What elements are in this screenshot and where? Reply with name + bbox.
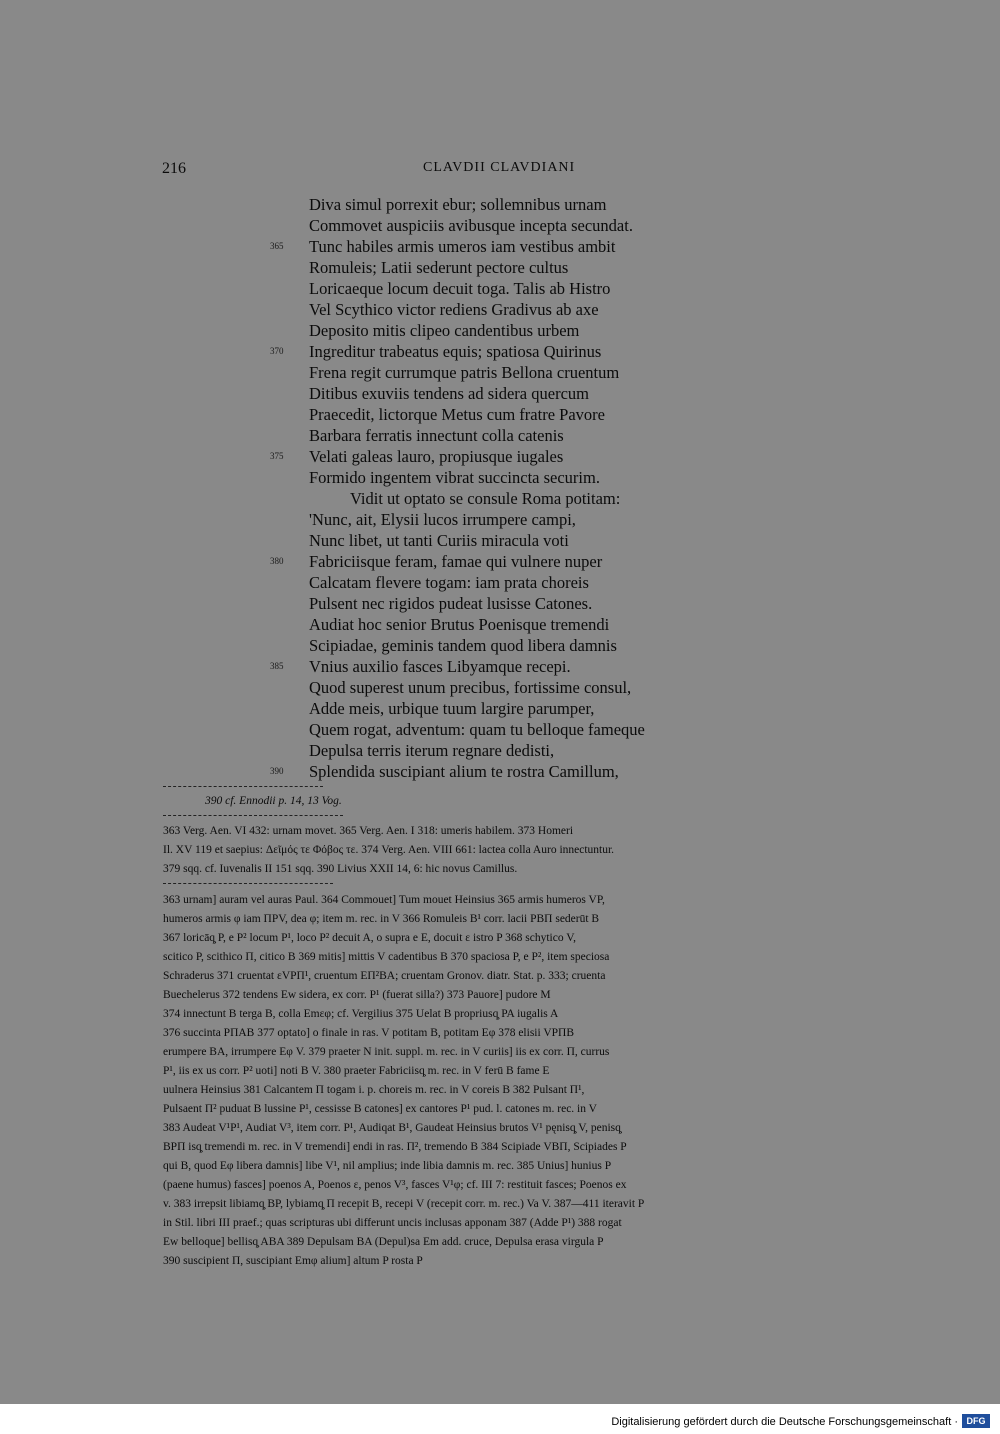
apparatus-line: in Stil. libri III praef.; quas scripturas ubi differunt uncis inclusas apponam 387 (Adde P¹) 388 rogat (163, 1217, 622, 1229)
testimonia-line: Il. XV 119 et saepius: Δεῖμός τε Φόβος τε. 374 Verg. Aen. VIII 661: lactea colla Auro innectuntur. (163, 844, 615, 856)
verse-text: Loricaeque locum decuit toga. Talis ab Histro (309, 279, 611, 298)
verse-text: Velati galeas lauro, propiusque iugales (309, 447, 564, 466)
apparatus-line: Pulsaent Π² puduat B lussine P¹, cessisse B catones] ex cantores P¹ pud. l. catones m. rec. in V (163, 1103, 597, 1115)
apparatus-line: scitico P, scithico Π, citico B 369 mitis] mittis V cadentibus B 370 spaciosa P, e P², item speciosa (163, 951, 610, 963)
verse-line (270, 635, 870, 656)
verse-text: Adde meis, urbique tuum largire parumper, (309, 699, 595, 718)
apparatus-line: qui B, quod Eφ libera damnis] libe V¹, nil amplius; inde libia damnis m. rec. 385 Unius] hunius P (163, 1160, 612, 1172)
verse-line (270, 341, 870, 362)
verse-text: Commovet auspiciis avibusque incepta secundat. (309, 216, 633, 235)
poem-text (270, 194, 870, 782)
verse-line (270, 278, 870, 299)
verse-line (270, 740, 870, 761)
footer-credit: Digitalisierung gefördert durch die Deutsche Forschungsgemeinschaft · (611, 1416, 958, 1428)
verse-text: Frena regit currumque patris Bellona cruentum (309, 363, 620, 382)
note-390: 390 cf. Ennodii p. 14, 13 Vog. (205, 795, 342, 807)
apparatus-line: Ew belloque] bellisq̧ ABA 389 Depulsam BA (Depul)sa Em add. cruce, Depulsa erasa virgula P (163, 1236, 604, 1248)
verse-text: Ingreditur trabeatus equis; spatiosa Quirinus (309, 342, 602, 361)
verse-line (270, 299, 870, 320)
apparatus-line: Schraderus 371 cruentat εVPΠ¹, cruentum EΠ²BA; cruentam Gronov. diatr. Stat. p. 333; cruenta (163, 970, 606, 982)
verse-line (270, 257, 870, 278)
verse-line (270, 467, 870, 488)
apparatus-line: 363 urnam] auram vel auras Paul. 364 Commouet] Tum mouet Heinsius 365 armis humeros VP, (163, 894, 605, 906)
testimonia-apparatus (163, 822, 837, 879)
verse-text: Depulsa terris iterum regnare dedisti, (309, 741, 555, 760)
verse-text: Fabriciisque feram, famae qui vulnere nuper (309, 552, 603, 571)
page-number: 216 (162, 160, 186, 177)
verse-text: Pulsent nec rigidos pudeat lusisse Catones. (309, 594, 593, 613)
apparatus-line: P¹, iis ex us corr. P² uoti] noti B V. 380 praeter Fabriciisq̧ m. rec. in V ferū B fame E (163, 1065, 550, 1077)
verse-line (270, 488, 870, 509)
apparatus-line: uulnera Heinsius 381 Calcantem Π togam i. p. choreis m. rec. in V coreis B 382 Pulsant Π¹, (163, 1084, 585, 1096)
testimonia-line: 363 Verg. Aen. VI 432: urnam movet. 365 Verg. Aen. I 318: umeris habilem. 373 Homeri (163, 825, 574, 837)
dfg-logo: DFG (962, 1414, 990, 1428)
verse-line (270, 677, 870, 698)
verse-line (270, 572, 870, 593)
apparatus-line: 374 innectunt B terga B, colla Emεφ; cf. Vergilius 375 Uelat B propriusq̧ PA iugalis A (163, 1008, 559, 1020)
verse-line (270, 215, 870, 236)
line-number: 380 (270, 556, 284, 566)
verse-text: Quod superest unum precibus, fortissime consul, (309, 678, 632, 697)
apparatus-line: Buechelerus 372 tendens Ew sidera, ex corr. P¹ (fuerat silla?) 373 Pauore] pudore M (163, 989, 551, 1001)
line-number: 375 (270, 451, 284, 461)
testimonia-line: 379 sqq. cf. Iuvenalis II 151 sqq. 390 Livius XXII 14, 6: hic novus Camillus. (163, 863, 518, 875)
verse-text: Quem rogat, adventum: quam tu belloque fameque (309, 720, 645, 739)
apparatus-line: 383 Audeat V¹P¹, Audiat V³, item corr. P¹, Audiqat B¹, Gaudeat Heinsius brutos V¹ pęnisq̧ V, penisq̧ (163, 1122, 621, 1134)
verse-text: Romuleis; Latii sederunt pectore cultus (309, 258, 569, 277)
verse-line (270, 404, 870, 425)
verse-line (270, 509, 870, 530)
line-number: 385 (270, 661, 284, 671)
apparatus-line: 390 suscipient Π, suscipiant Emφ alium] altum P rosta P (163, 1255, 423, 1267)
verse-line (270, 593, 870, 614)
verse-text: Calcatam flevere togam: iam prata choreis (309, 573, 589, 592)
verse-text: Vidit ut optato se consule Roma potitam: (350, 489, 621, 508)
verse-line (270, 194, 870, 215)
apparatus-line: BPΠ isq̧ tremendi m. rec. in V tremendi] endi in ras. Π², tremendo B 384 Scipiade VBΠ, Scipiades P (163, 1141, 627, 1153)
verse-line (270, 614, 870, 635)
verse-line (270, 320, 870, 341)
line-number: 370 (270, 346, 284, 356)
verse-text: Nunc libet, ut tanti Curiis miracula voti (309, 531, 569, 550)
verse-text: Deposito mitis clipeo candentibus urbem (309, 321, 580, 340)
verse-line (270, 761, 870, 782)
line-number: 365 (270, 241, 284, 251)
apparatus-line: (paene humus) fasces] poenos A, Poenos ε, penos V³, fasces V¹φ; cf. III 7: restituit fasces; Poenos ex (163, 1179, 627, 1191)
apparatus-line: 376 succinta PΠAB 377 optato] o finale in ras. V potitam B, potitam Eφ 378 elisii VPΠB (163, 1027, 575, 1039)
verse-text: Scipiadae, geminis tandem quod libera damnis (309, 636, 617, 655)
verse-text: Splendida suscipiant alium te rostra Camillum, (309, 762, 619, 781)
verse-text: Praecedit, lictorque Metus cum fratre Pavore (309, 405, 605, 424)
divider-rule (163, 786, 323, 788)
apparatus-line: v. 383 irrepsit libiamq̧ BP, lybiamq̧ Π recepit B, recepi V (recepit corr. m. rec.) Va V. 387—411 iteravit P (163, 1198, 645, 1210)
verse-line (270, 425, 870, 446)
divider-rule (163, 815, 343, 817)
verse-text: 'Nunc, ait, Elysii lucos irrumpere campi, (309, 510, 576, 529)
verse-line (270, 698, 870, 719)
verse-text: Audiat hoc senior Brutus Poenisque tremendi (309, 615, 610, 634)
verse-line (270, 362, 870, 383)
verse-line (270, 551, 870, 572)
verse-line (270, 446, 870, 467)
line-number: 390 (270, 766, 284, 776)
critical-apparatus (163, 891, 837, 1271)
verse-line (270, 656, 870, 677)
apparatus-line: humeros armis φ iam ΠPV, dea φ; item m. rec. in V 366 Romuleis B¹ corr. lacii PBΠ sederūt B (163, 913, 600, 925)
verse-line (270, 530, 870, 551)
apparatus-line: erumpere BA, irrumpere Eφ V. 379 praeter N init. suppl. m. rec. in V curiis] iis ex corr. Π, currus (163, 1046, 610, 1058)
verse-text: Vnius auxilio fasces Libyamque recepi. (309, 657, 571, 676)
verse-text: Barbara ferratis innectunt colla catenis (309, 426, 564, 445)
apparatus-line: 367 loricāq̧ P, e P² locum P¹, loco P² decuit A, o supra e E, docuit ε istro P 368 schytico V, (163, 932, 576, 944)
verse-text: Vel Scythico victor rediens Gradivus ab axe (309, 300, 599, 319)
digitization-footer (0, 1404, 1000, 1434)
verse-text: Ditibus exuviis tendens ad sidera quercum (309, 384, 589, 403)
verse-text: Diva simul porrexit ebur; sollemnibus urnam (309, 195, 607, 214)
verse-text: Formido ingentem vibrat succincta securim. (309, 468, 600, 487)
running-title: CLAVDII CLAVDIANI (423, 160, 576, 175)
verse-line (270, 383, 870, 404)
verse-line (270, 236, 870, 257)
verse-line (270, 719, 870, 740)
divider-rule (163, 883, 333, 885)
verse-text: Tunc habiles armis umeros iam vestibus ambit (309, 237, 616, 256)
